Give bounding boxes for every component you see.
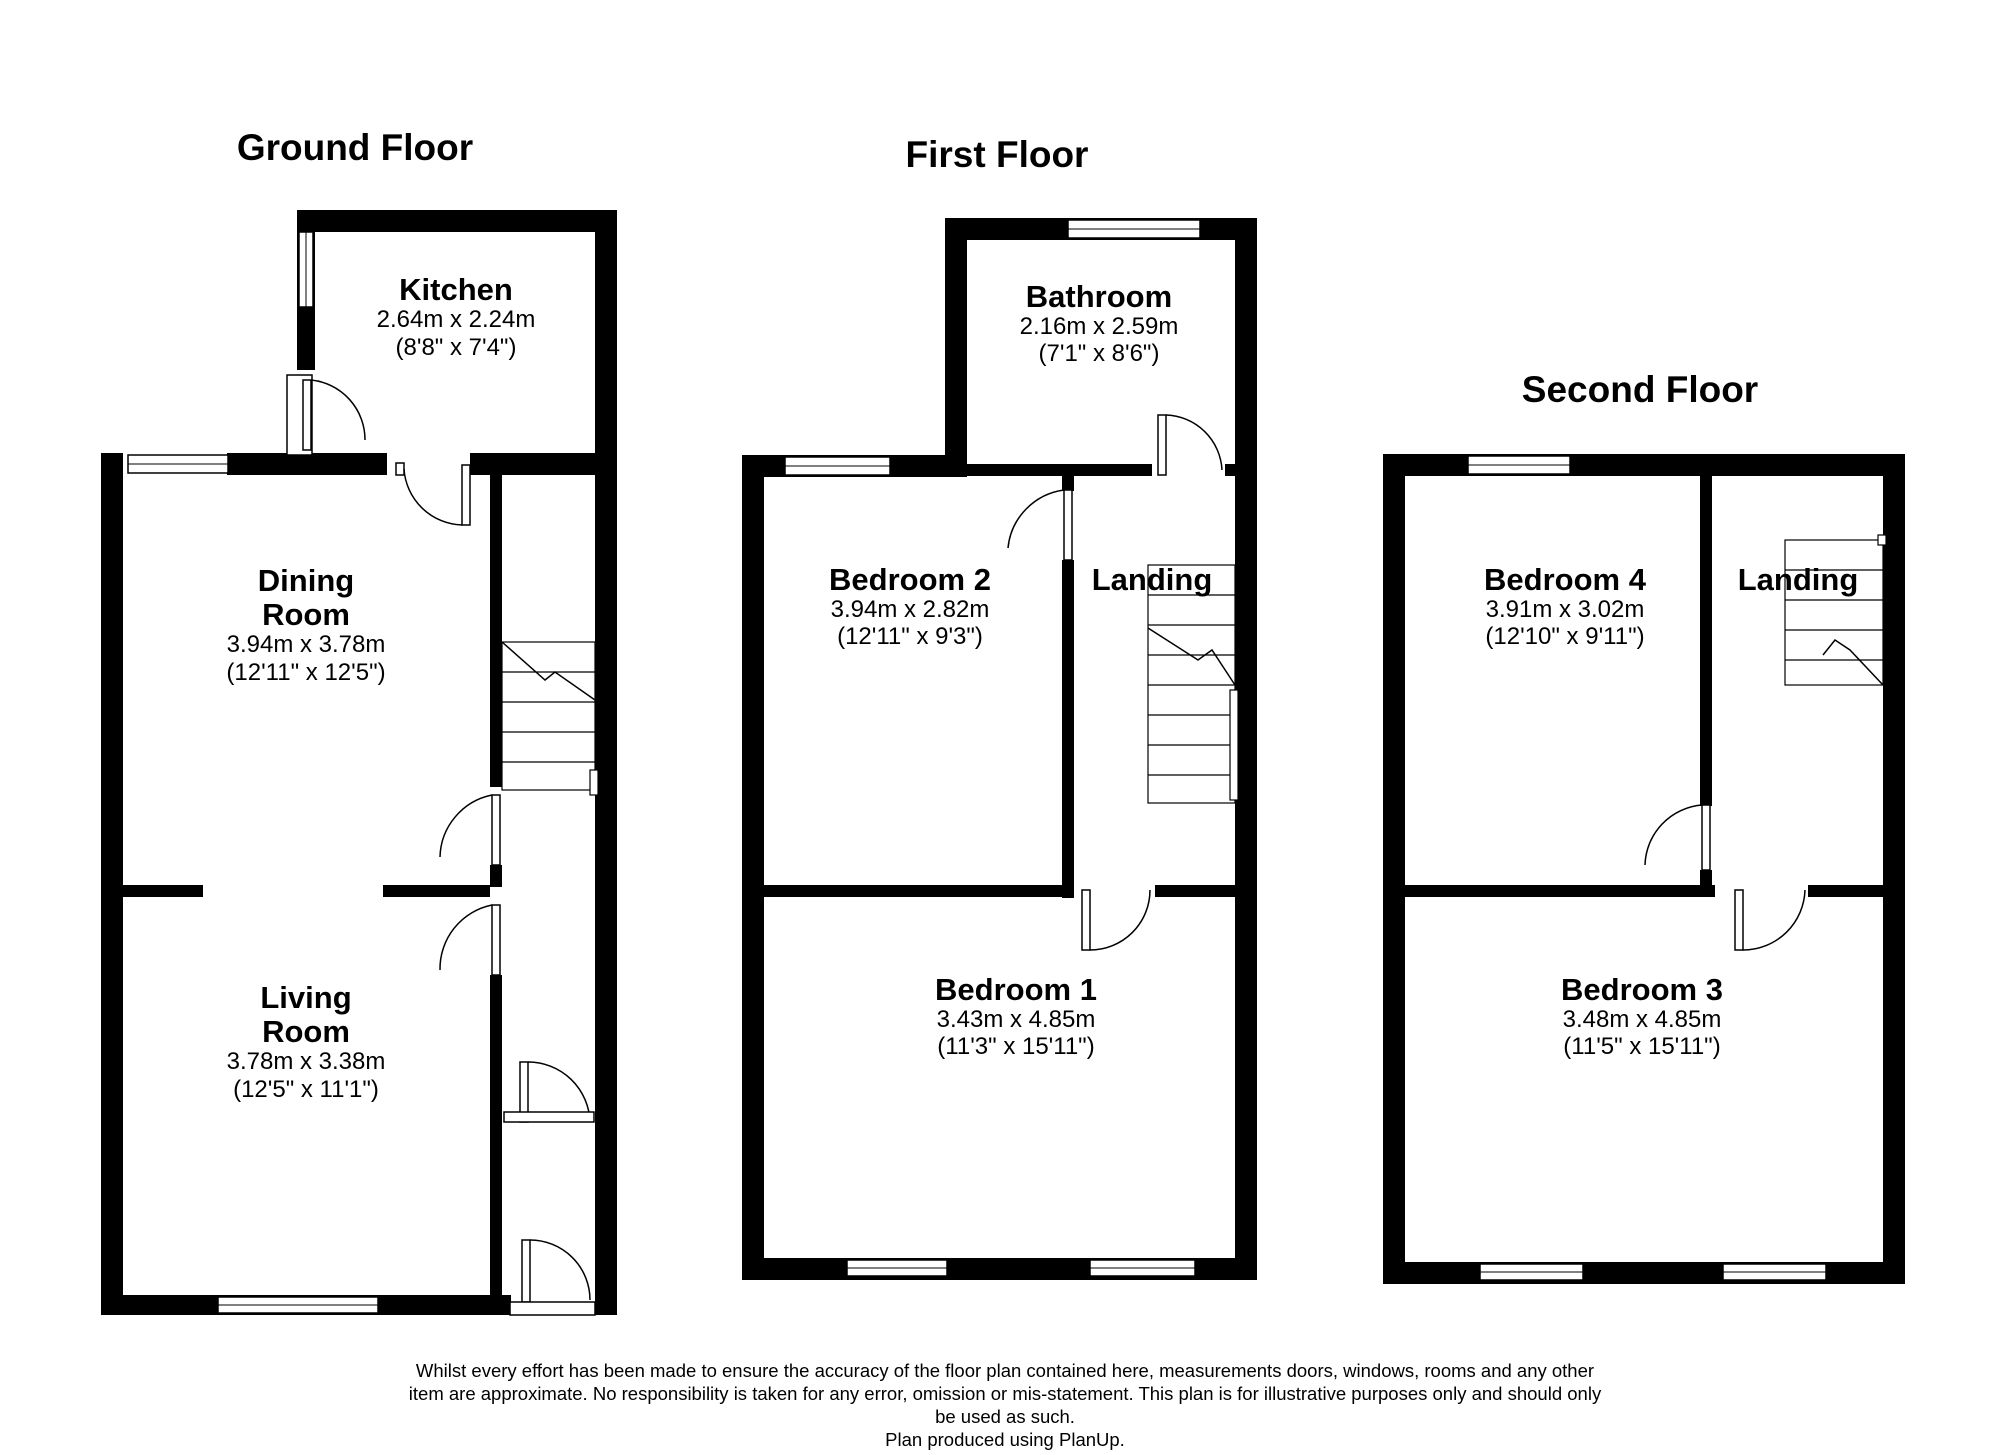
ground-floor xyxy=(101,127,617,1315)
bedroom3-imperial: (11'5" x 15'11") xyxy=(1563,1033,1721,1060)
living-room-imperial: (12'5" x 11'1") xyxy=(233,1076,379,1103)
bedroom2-name: Bedroom 2 xyxy=(829,562,991,597)
ground-floor-title: Ground Floor xyxy=(236,127,474,168)
second-floor-stairs xyxy=(1785,535,1886,685)
bedroom4-imperial: (12'10" x 9'11") xyxy=(1485,623,1645,650)
disclaimer-line4: Plan produced using PlanUp. xyxy=(885,1429,1125,1450)
disclaimer-line2: item are approximate. No responsibility is taken for any error, omission or mis-statement. This plan is for illustrative purposes only and should only xyxy=(408,1383,1602,1404)
living-room-name-line1: Living xyxy=(260,980,352,1015)
first-floor-stairs xyxy=(1148,565,1238,803)
first-floor-title: First Floor xyxy=(905,134,1089,175)
bathroom-name: Bathroom xyxy=(1025,279,1173,314)
kitchen-label xyxy=(377,272,536,361)
living-room-label xyxy=(227,980,386,1103)
ground-floor-doors xyxy=(287,375,595,1315)
kitchen-metric: 2.64m x 2.24m xyxy=(376,306,536,333)
dining-room-imperial: (12'11" x 12'5") xyxy=(226,659,386,686)
ground-floor-windows xyxy=(128,232,378,1313)
bedroom3-metric: 3.48m x 4.85m xyxy=(1562,1006,1722,1033)
ground-floor-stairs xyxy=(502,642,598,795)
front-door-threshold xyxy=(510,1302,595,1315)
bedroom4-name: Bedroom 4 xyxy=(1484,562,1646,597)
bedroom4-label xyxy=(1484,562,1647,650)
living-room-metric: 3.78m x 3.38m xyxy=(226,1048,386,1075)
dining-room-metric: 3.94m x 3.78m xyxy=(226,631,386,658)
disclaimer-line1: Whilst every effort has been made to ensure the accuracy of the floor plan contained here, measurements doors, windows, rooms and any other xyxy=(415,1360,1595,1381)
bedroom1-metric: 3.43m x 4.85m xyxy=(936,1006,1096,1033)
kitchen-imperial: (8'8" x 7'4") xyxy=(395,334,517,361)
second-landing-name: Landing xyxy=(1737,562,1859,597)
bathroom-imperial: (7'1" x 8'6") xyxy=(1038,340,1160,367)
bedroom2-label xyxy=(829,562,991,650)
bedroom2-metric: 3.94m x 2.82m xyxy=(830,596,990,623)
second-floor-title: Second Floor xyxy=(1521,369,1759,410)
bedroom2-imperial: (12'11" x 9'3") xyxy=(837,623,983,650)
bedroom1-imperial: (11'3" x 15'11") xyxy=(937,1033,1095,1060)
bathroom-metric: 2.16m x 2.59m xyxy=(1019,313,1179,340)
bedroom1-label xyxy=(935,972,1097,1060)
dining-room-label xyxy=(226,563,385,686)
bedroom3-name: Bedroom 3 xyxy=(1561,972,1723,1007)
living-room-name-line2: Room xyxy=(262,1014,350,1049)
bathroom-label xyxy=(1020,279,1179,367)
dining-room-name-line2: Room xyxy=(262,597,350,632)
bedroom3-label xyxy=(1561,972,1723,1060)
dining-room-name-line1: Dining xyxy=(257,563,355,598)
first-landing-name: Landing xyxy=(1091,562,1213,597)
second-floor-doors xyxy=(1645,805,1805,950)
first-floor-windows xyxy=(785,220,1200,1276)
bedroom1-name: Bedroom 1 xyxy=(935,972,1097,1007)
door-swing-arc xyxy=(311,380,365,440)
disclaimer xyxy=(409,1360,1602,1450)
bedroom4-metric: 3.91m x 3.02m xyxy=(1485,596,1645,623)
second-floor xyxy=(1383,369,1905,1284)
kitchen-name: Kitchen xyxy=(399,272,513,307)
disclaimer-line3: be used as such. xyxy=(935,1406,1075,1427)
first-floor xyxy=(742,134,1257,1280)
